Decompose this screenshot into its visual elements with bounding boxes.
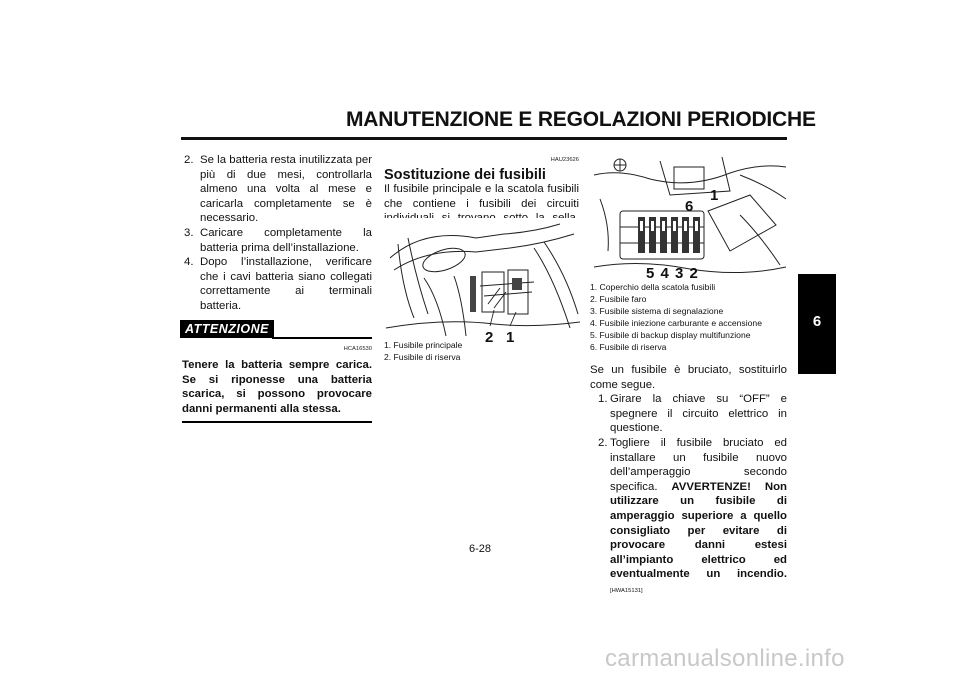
caption-item: 4. Fusibile iniezione carburante e accensione — [590, 318, 762, 328]
caution-rule — [272, 337, 372, 339]
caption-item: 2. Fusibile di riserva — [384, 352, 461, 362]
caption-item: 5. Fusibile di backup display multifunzione — [590, 330, 751, 340]
section-intro: Il fusibile principale e la scatola fusibili che contiene i fusibili dei circuiti — [384, 183, 579, 210]
figure-label: 2 — [485, 329, 494, 344]
section-title: Sostituzione dei fusibili — [384, 166, 546, 183]
figure-label: 6 — [685, 198, 694, 215]
header-rule — [181, 137, 787, 140]
fuse-box-illustration — [590, 155, 787, 280]
caution-text: Tenere la batteria sempre carica. Se si riponesse una batteria scarica, si possono provocare danni permanenti alla stessa. — [182, 359, 372, 415]
procedure-intro: Se un fusibile è bruciato, sostituirlo come segue. — [590, 364, 787, 391]
warning-text: AVVERTENZE! Non utilizzare un fusibile di amperaggio superiore a quello consigliato per evitare di provocare danni estesi all’impianto elettrico ed eventualmente un incendio. — [610, 480, 787, 581]
chapter-tab — [798, 274, 836, 374]
list-item: 2. Togliere il fusibile bruciato ed installare un fusibile nuovo dell’amperaggio secondo specifica. AVVERTENZE! Non utilizzare un fusibile di amperaggio superiore a quello consigliato per evitare di provocare danni estesi all’impianto elettrico ed eventualmente un incendio. [HWA15131] — [598, 436, 787, 594]
left-column — [182, 153, 372, 423]
figure-captions — [590, 281, 787, 353]
main-fuse-illustration — [384, 218, 580, 344]
caption-item: 6. Fusibile di riserva — [590, 342, 667, 352]
figure-label: 1 — [506, 329, 515, 344]
figure-label: 5 4 3 2 — [646, 265, 699, 280]
caption-item: 1. Coperchio della scatola fusibili — [590, 282, 716, 292]
watermark: carmanualsonline.info — [605, 645, 845, 672]
caution-end-rule — [182, 421, 372, 423]
caution-header — [182, 320, 372, 342]
caption-item: 2. Fusibile faro — [590, 294, 647, 304]
page-number: 6-28 — [468, 543, 492, 555]
chapter-tab-label: 6 — [812, 313, 822, 330]
caution-label: ATTENZIONE — [180, 320, 274, 339]
warning-code: [HWA15131] — [610, 587, 643, 594]
figure-captions — [384, 339, 579, 363]
list-item: 2. Se la batteria resta inutilizzata per più di due mesi, controllarla almeno una volta al mese e caricarla completamente se è necessario. — [184, 154, 372, 225]
section-code: HAU23626 — [550, 157, 579, 163]
page-title: MANUTENZIONE E REGOLAZIONI PERIODICHE — [346, 108, 816, 131]
list-item: 1. Girare la chiave su “OFF” e spegnere il circuito elettrico in questione. — [598, 393, 787, 435]
right-column — [590, 363, 787, 599]
list-item: 3. Caricare completamente la batteria prima dell’installazione. — [184, 226, 372, 254]
caption-item: 3. Fusibile sistema di segnalazione — [590, 306, 724, 316]
caption-item: 1. Fusibile principale — [384, 340, 463, 350]
caution-code: HCA16530 — [343, 345, 372, 352]
list-item: 4. Dopo l’installazione, verificare che i cavi batteria siano collegati correttamente ai terminali batteria. — [184, 256, 372, 312]
figure-label: 1 — [710, 187, 719, 204]
